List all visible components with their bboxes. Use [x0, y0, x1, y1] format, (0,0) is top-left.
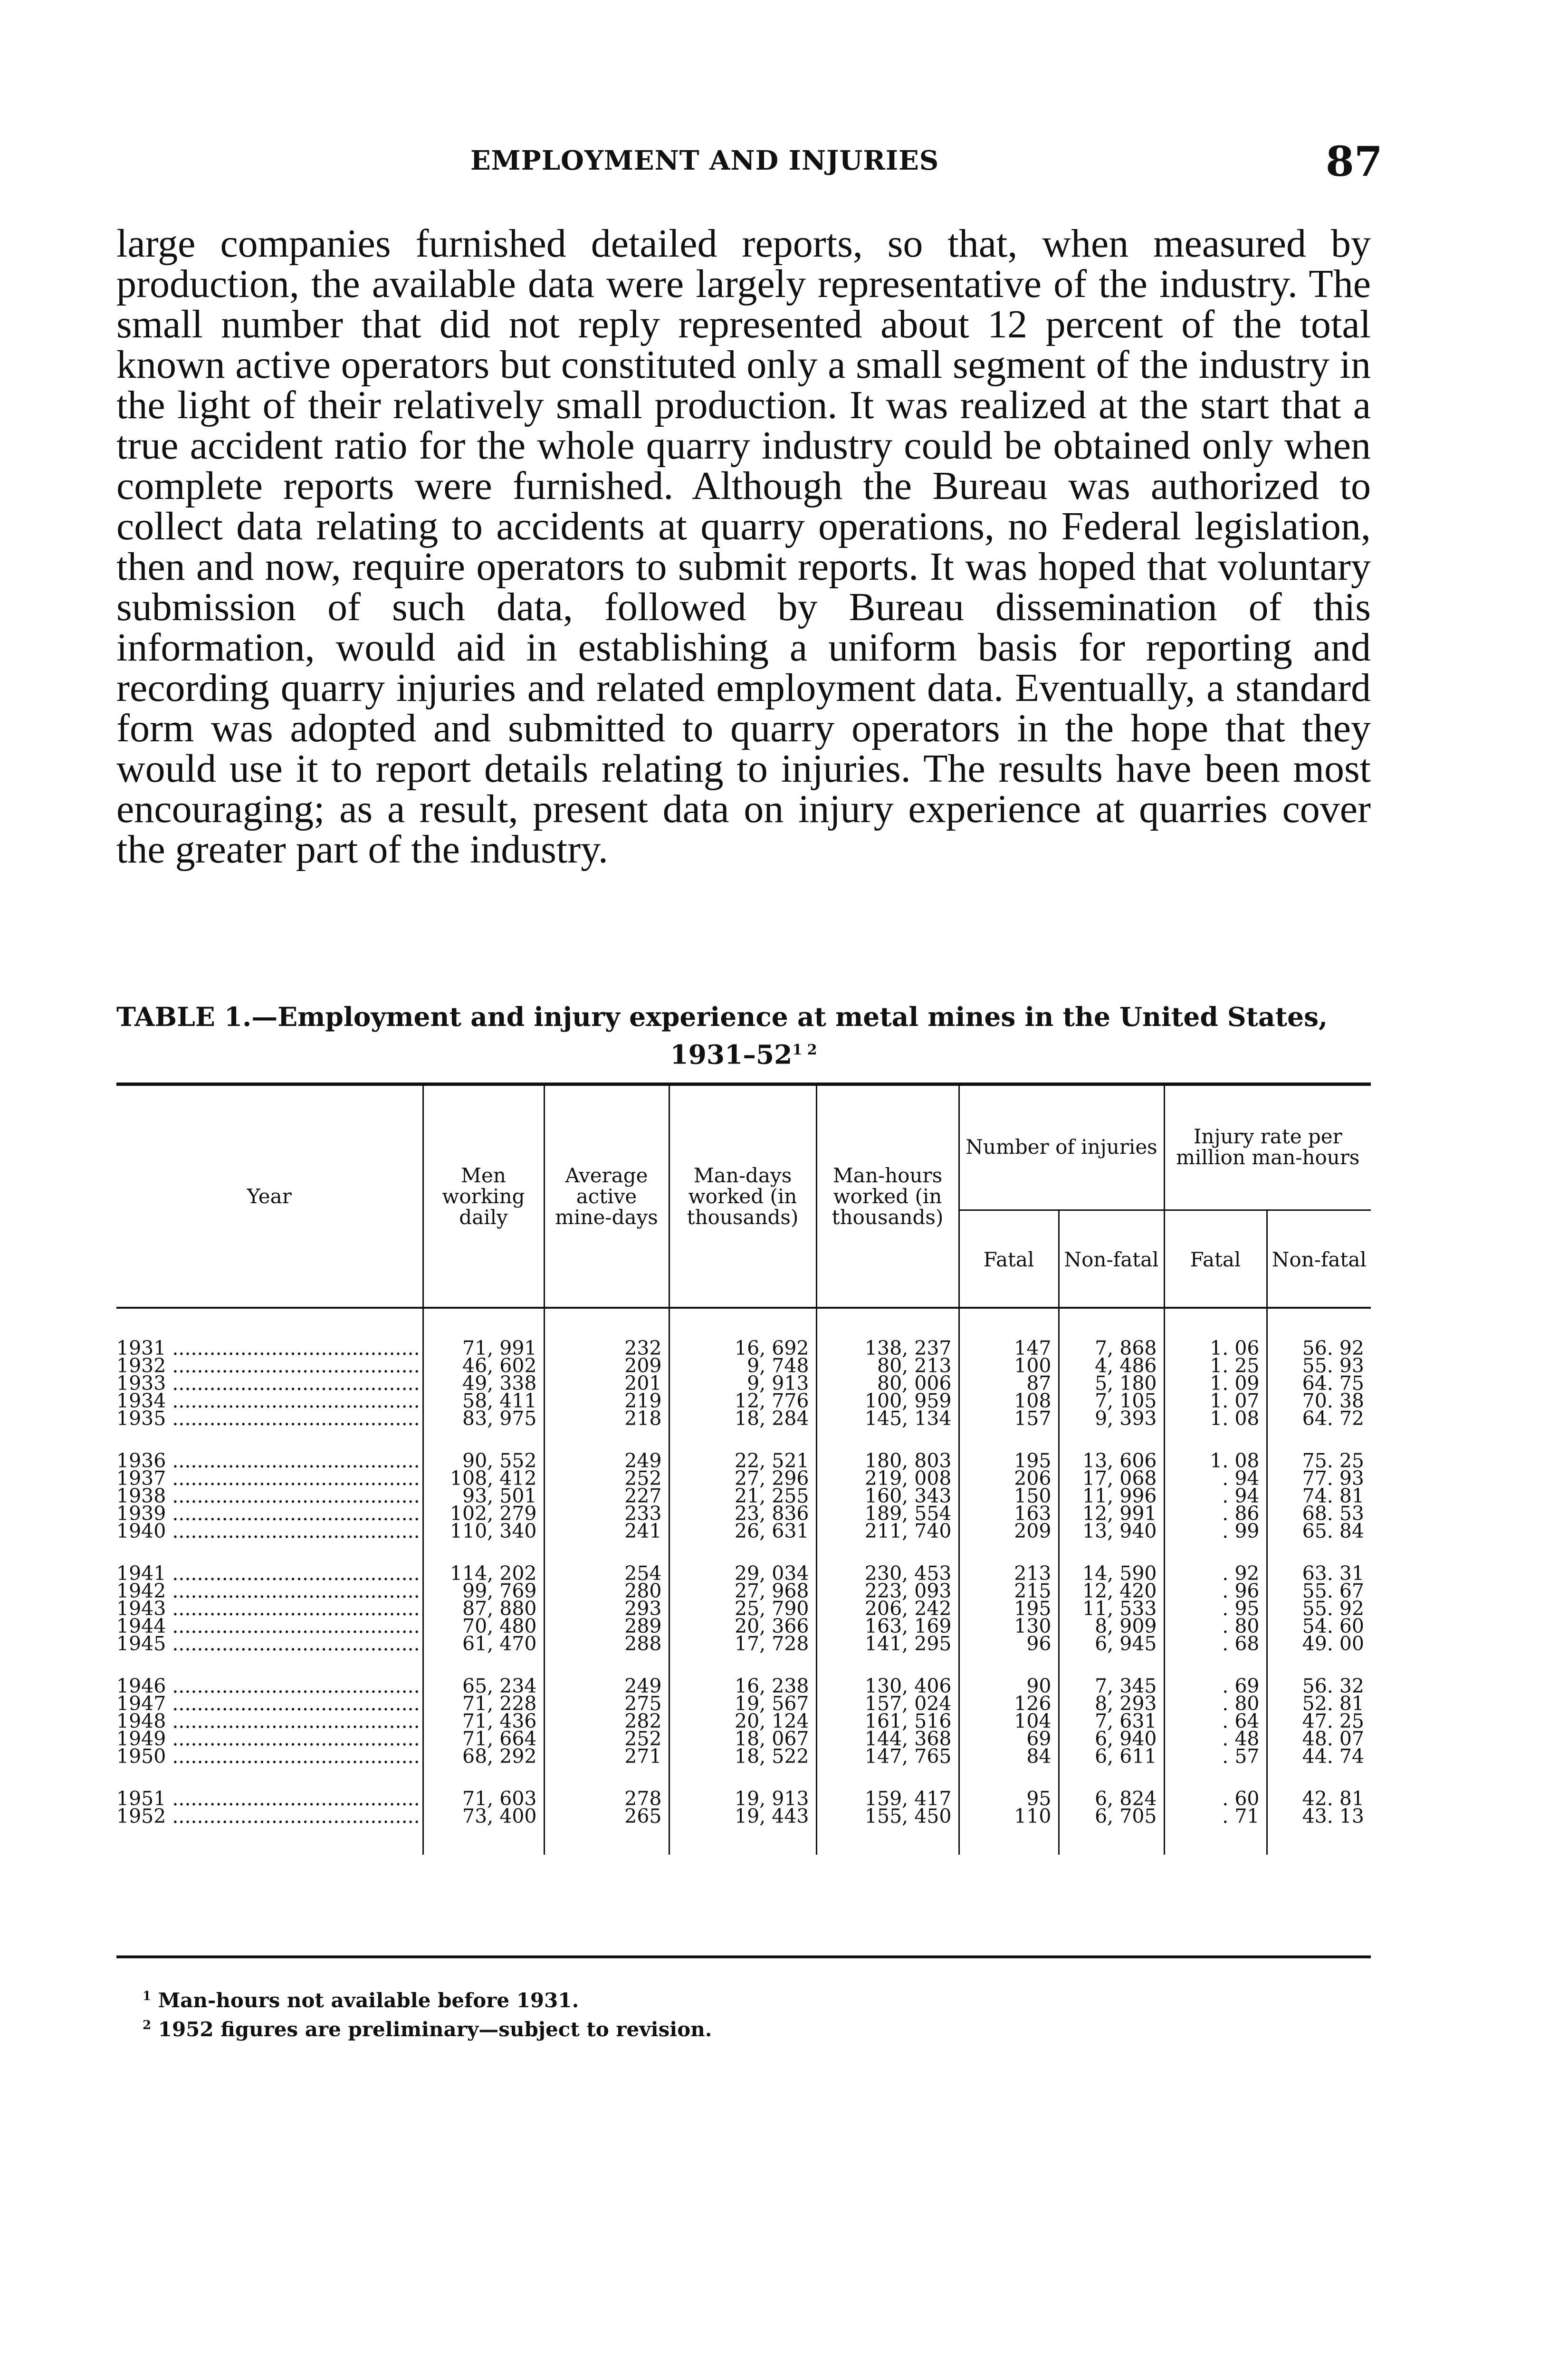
cell-men-working: 65, 234 [423, 1677, 544, 1695]
cell-man-hours: 219, 008 [816, 1470, 959, 1487]
cell-rate-fatal: . 71 [1164, 1808, 1267, 1825]
col-header-men-working: Men working daily [423, 1085, 544, 1308]
cell-man-days: 18, 284 [669, 1410, 816, 1428]
cell-rate-fatal: . 99 [1164, 1523, 1267, 1540]
cell-active-days: 252 [544, 1470, 669, 1487]
cell-year: 1951 ........................................ [116, 1790, 420, 1808]
spacer-cell [1164, 1428, 1267, 1452]
cell-man-days: 29, 034 [669, 1565, 816, 1582]
cell-fatal: 215 [959, 1582, 1059, 1600]
cell-fatal: 100 [959, 1357, 1059, 1375]
cell-man-days: 22, 521 [669, 1452, 816, 1470]
cell-rate-fatal: 1. 08 [1164, 1452, 1267, 1470]
cell-year: 1945 ........................................ [116, 1635, 420, 1653]
cell-rate-fatal: . 48 [1164, 1730, 1267, 1748]
col-header-nonfatal: Non-fatal [1059, 1210, 1164, 1309]
cell-fatal: 213 [959, 1565, 1059, 1582]
cell-fatal: 130 [959, 1618, 1059, 1635]
cell-man-hours: 155, 450 [816, 1808, 959, 1825]
cell-rate-nonfatal: 56. 32 [1267, 1677, 1371, 1695]
cell-rate-fatal: . 80 [1164, 1618, 1267, 1635]
footnote-text: 1952 figures are preliminary—subject to revision. [158, 2018, 712, 2041]
cell-active-days: 249 [544, 1677, 669, 1695]
cell-man-days: 27, 296 [669, 1470, 816, 1487]
cell-nonfatal: 9, 393 [1059, 1410, 1164, 1428]
cell-men-working: 46, 602 [423, 1357, 544, 1375]
spacer-cell [959, 1653, 1059, 1677]
spacer-cell [1267, 1428, 1371, 1452]
cell-year: 1938 ........................................ [116, 1487, 420, 1505]
cell-men-working: 99, 769 [423, 1582, 544, 1600]
cell-nonfatal: 6, 824 [1059, 1790, 1164, 1808]
cell-year: 1932 ........................................ [116, 1357, 420, 1375]
cell-fatal: 90 [959, 1677, 1059, 1695]
spacer-cell [1267, 1653, 1371, 1677]
spacer-cell [816, 1653, 959, 1677]
table-caption [116, 1000, 1371, 1071]
cell-man-hours: 100, 959 [816, 1392, 959, 1410]
spacer-cell [1164, 1653, 1267, 1677]
cell-nonfatal: 12, 991 [1059, 1505, 1164, 1523]
cell-man-hours: 138, 237 [816, 1340, 959, 1357]
cell-active-days: 241 [544, 1523, 669, 1540]
col-group-injury-rate: Injury rate per million man-hours [1164, 1085, 1371, 1210]
cell-rate-nonfatal: 52. 81 [1267, 1695, 1371, 1713]
spacer-cell [116, 1428, 423, 1452]
spacer-cell [1267, 1765, 1371, 1790]
cell-fatal: 206 [959, 1470, 1059, 1487]
cell-man-hours: 157, 024 [816, 1695, 959, 1713]
cell-fatal: 126 [959, 1695, 1059, 1713]
spacer-cell [816, 1428, 959, 1452]
cell-man-days: 21, 255 [669, 1487, 816, 1505]
table-caption-line-2 [116, 1034, 1371, 1071]
cell-nonfatal: 13, 606 [1059, 1452, 1164, 1470]
spacer-cell [959, 1308, 1059, 1340]
cell-nonfatal: 7, 105 [1059, 1392, 1164, 1410]
cell-active-days: 254 [544, 1565, 669, 1582]
cell-man-days: 17, 728 [669, 1635, 816, 1653]
cell-man-hours: 160, 343 [816, 1487, 959, 1505]
cell-active-days: 249 [544, 1452, 669, 1470]
cell-rate-nonfatal: 70. 38 [1267, 1392, 1371, 1410]
cell-man-days: 20, 124 [669, 1713, 816, 1730]
cell-active-days: 232 [544, 1340, 669, 1357]
col-header-man-days: Man-days worked (in thousands) [669, 1085, 816, 1308]
cell-rate-nonfatal: 74. 81 [1267, 1487, 1371, 1505]
cell-rate-fatal: 1. 09 [1164, 1375, 1267, 1392]
cell-fatal: 87 [959, 1375, 1059, 1392]
cell-man-hours: 159, 417 [816, 1790, 959, 1808]
cell-year: 1942 ........................................ [116, 1582, 420, 1600]
cell-fatal: 147 [959, 1340, 1059, 1357]
cell-rate-fatal: . 94 [1164, 1470, 1267, 1487]
cell-nonfatal: 5, 180 [1059, 1375, 1164, 1392]
cell-nonfatal: 11, 996 [1059, 1487, 1164, 1505]
cell-year: 1943 ........................................ [116, 1600, 420, 1618]
cell-man-hours: 141, 295 [816, 1635, 959, 1653]
spacer-cell [1059, 1825, 1164, 1855]
cell-rate-fatal: . 96 [1164, 1582, 1267, 1600]
row-spacer [116, 1540, 1371, 1565]
cell-rate-nonfatal: 43. 13 [1267, 1808, 1371, 1825]
spacer-cell [1059, 1540, 1164, 1565]
cell-fatal: 110 [959, 1808, 1059, 1825]
cell-nonfatal: 6, 611 [1059, 1748, 1164, 1765]
cell-active-days: 271 [544, 1748, 669, 1765]
cell-men-working: 90, 552 [423, 1452, 544, 1470]
cell-man-hours: 147, 765 [816, 1748, 959, 1765]
cell-rate-nonfatal: 42. 81 [1267, 1790, 1371, 1808]
spacer-cell [669, 1308, 816, 1340]
spacer-cell [1164, 1765, 1267, 1790]
cell-man-hours: 80, 006 [816, 1375, 959, 1392]
cell-nonfatal: 6, 705 [1059, 1808, 1164, 1825]
cell-year: 1949 ........................................ [116, 1730, 420, 1748]
cell-men-working: 71, 436 [423, 1713, 544, 1730]
cell-year: 1940 ........................................ [116, 1523, 420, 1540]
cell-active-days: 227 [544, 1487, 669, 1505]
row-spacer [116, 1653, 1371, 1677]
spacer-cell [1059, 1308, 1164, 1340]
cell-year: 1946 ........................................ [116, 1677, 420, 1695]
spacer-cell [1059, 1765, 1164, 1790]
cell-man-days: 25, 790 [669, 1600, 816, 1618]
cell-nonfatal: 13, 940 [1059, 1523, 1164, 1540]
cell-active-days: 218 [544, 1410, 669, 1428]
cell-man-hours: 206, 242 [816, 1600, 959, 1618]
table-body [116, 1308, 1371, 1855]
cell-rate-fatal: . 60 [1164, 1790, 1267, 1808]
col-header-rate-nonfatal: Non-fatal [1267, 1210, 1371, 1309]
cell-men-working: 70, 480 [423, 1618, 544, 1635]
cell-rate-nonfatal: 75. 25 [1267, 1452, 1371, 1470]
cell-men-working: 71, 228 [423, 1695, 544, 1713]
col-header-active-days: Average active mine-days [544, 1085, 669, 1308]
col-header-fatal: Fatal [959, 1210, 1059, 1309]
cell-year: 1937 ........................................ [116, 1470, 420, 1487]
spacer-cell [669, 1653, 816, 1677]
cell-man-hours: 230, 453 [816, 1565, 959, 1582]
cell-men-working: 49, 338 [423, 1375, 544, 1392]
cell-year: 1933 ........................................ [116, 1375, 420, 1392]
cell-men-working: 68, 292 [423, 1748, 544, 1765]
col-header-year: Year [247, 1185, 292, 1208]
cell-rate-nonfatal: 54. 60 [1267, 1618, 1371, 1635]
spacer-cell [816, 1308, 959, 1340]
col-group-number-of-injuries: Number of injuries [959, 1085, 1164, 1210]
cell-rate-nonfatal: 48. 07 [1267, 1730, 1371, 1748]
cell-man-hours: 80, 213 [816, 1357, 959, 1375]
cell-fatal: 195 [959, 1600, 1059, 1618]
cell-rate-nonfatal: 44. 74 [1267, 1748, 1371, 1765]
cell-fatal: 69 [959, 1730, 1059, 1748]
cell-active-days: 219 [544, 1392, 669, 1410]
cell-rate-fatal: . 80 [1164, 1695, 1267, 1713]
spacer-cell [423, 1428, 544, 1452]
cell-active-days: 280 [544, 1582, 669, 1600]
cell-fatal: 163 [959, 1505, 1059, 1523]
cell-men-working: 71, 603 [423, 1790, 544, 1808]
cell-rate-nonfatal: 55. 92 [1267, 1600, 1371, 1618]
cell-fatal: 209 [959, 1523, 1059, 1540]
cell-year: 1935 ........................................ [116, 1410, 420, 1428]
table-row [116, 1635, 1371, 1653]
running-head: EMPLOYMENT AND INJURIES [470, 145, 939, 176]
spacer-cell [544, 1308, 669, 1340]
cell-fatal: 84 [959, 1748, 1059, 1765]
spacer-cell [669, 1765, 816, 1790]
spacer-cell [669, 1825, 816, 1855]
spacer-cell [116, 1765, 423, 1790]
cell-man-days: 27, 968 [669, 1582, 816, 1600]
spacer-cell [1059, 1428, 1164, 1452]
spacer-cell [816, 1540, 959, 1565]
cell-nonfatal: 7, 631 [1059, 1713, 1164, 1730]
cell-year: 1939 ........................................ [116, 1505, 420, 1523]
spacer-cell [959, 1825, 1059, 1855]
spacer-cell [959, 1765, 1059, 1790]
cell-rate-fatal: . 68 [1164, 1635, 1267, 1653]
cell-men-working: 114, 202 [423, 1565, 544, 1582]
cell-year: 1941 ........................................ [116, 1565, 420, 1582]
page-number: 87 [1326, 138, 1383, 186]
spacer-cell [116, 1540, 423, 1565]
table-caption-line-1: TABLE 1.—Employment and injury experience at metal mines in the United States, [116, 1001, 1328, 1032]
cell-active-days: 282 [544, 1713, 669, 1730]
cell-fatal: 150 [959, 1487, 1059, 1505]
table-bottom-rule [116, 1955, 1371, 1958]
spacer-cell [1059, 1653, 1164, 1677]
spacer-cell [423, 1540, 544, 1565]
cell-rate-fatal: 1. 06 [1164, 1340, 1267, 1357]
cell-man-days: 19, 567 [669, 1695, 816, 1713]
spacer-cell [544, 1653, 669, 1677]
cell-rate-fatal: 1. 08 [1164, 1410, 1267, 1428]
cell-man-days: 19, 913 [669, 1790, 816, 1808]
spacer-cell [423, 1765, 544, 1790]
cell-rate-fatal: . 92 [1164, 1565, 1267, 1582]
cell-fatal: 108 [959, 1392, 1059, 1410]
col-header-man-hours: Man-hours worked (in thousands) [816, 1085, 959, 1308]
cell-man-days: 18, 067 [669, 1730, 816, 1748]
cell-rate-nonfatal: 56. 92 [1267, 1340, 1371, 1357]
cell-fatal: 96 [959, 1635, 1059, 1653]
cell-year: 1947 ........................................ [116, 1695, 420, 1713]
cell-rate-fatal: 1. 07 [1164, 1392, 1267, 1410]
cell-man-hours: 211, 740 [816, 1523, 959, 1540]
cell-man-days: 26, 631 [669, 1523, 816, 1540]
row-spacer [116, 1308, 1371, 1340]
cell-man-days: 23, 836 [669, 1505, 816, 1523]
cell-nonfatal: 7, 345 [1059, 1677, 1164, 1695]
cell-year: 1936 ........................................ [116, 1452, 420, 1470]
cell-man-hours: 130, 406 [816, 1677, 959, 1695]
footnote-text: Man-hours not available before 1931. [158, 1989, 579, 2012]
cell-active-days: 233 [544, 1505, 669, 1523]
cell-active-days: 293 [544, 1600, 669, 1618]
cell-rate-nonfatal: 64. 72 [1267, 1410, 1371, 1428]
cell-man-hours: 144, 368 [816, 1730, 959, 1748]
cell-rate-nonfatal: 77. 93 [1267, 1470, 1371, 1487]
cell-rate-fatal: 1. 25 [1164, 1357, 1267, 1375]
spacer-cell [544, 1765, 669, 1790]
cell-nonfatal: 7, 868 [1059, 1340, 1164, 1357]
cell-man-days: 19, 443 [669, 1808, 816, 1825]
spacer-cell [1164, 1825, 1267, 1855]
spacer-cell [423, 1308, 544, 1340]
spacer-cell [1267, 1308, 1371, 1340]
col-header-rate-fatal: Fatal [1164, 1210, 1267, 1309]
table-row [116, 1523, 1371, 1540]
table-row [116, 1340, 1371, 1357]
cell-active-days: 201 [544, 1375, 669, 1392]
spacer-cell [544, 1540, 669, 1565]
cell-nonfatal: 8, 909 [1059, 1618, 1164, 1635]
cell-nonfatal: 12, 420 [1059, 1582, 1164, 1600]
cell-men-working: 73, 400 [423, 1808, 544, 1825]
table-caption-years: 1931–52 [670, 1039, 793, 1070]
cell-men-working: 110, 340 [423, 1523, 544, 1540]
spacer-cell [959, 1540, 1059, 1565]
table-caption-footnote-refs: 1 2 [792, 1042, 817, 1058]
cell-man-hours: 145, 134 [816, 1410, 959, 1428]
table-row [116, 1410, 1371, 1428]
cell-nonfatal: 17, 068 [1059, 1470, 1164, 1487]
table-row [116, 1748, 1371, 1765]
footnote-mark: 1 [143, 1989, 152, 2003]
cell-nonfatal: 14, 590 [1059, 1565, 1164, 1582]
cell-rate-fatal: . 57 [1164, 1748, 1267, 1765]
spacer-cell [1267, 1540, 1371, 1565]
cell-men-working: 93, 501 [423, 1487, 544, 1505]
table-row [116, 1808, 1371, 1825]
row-spacer [116, 1825, 1371, 1855]
cell-men-working: 102, 279 [423, 1505, 544, 1523]
cell-active-days: 278 [544, 1790, 669, 1808]
cell-man-days: 9, 913 [669, 1375, 816, 1392]
spacer-cell [669, 1540, 816, 1565]
cell-man-hours: 180, 803 [816, 1452, 959, 1470]
cell-men-working: 71, 664 [423, 1730, 544, 1748]
spacer-cell [959, 1428, 1059, 1452]
cell-rate-fatal: . 86 [1164, 1505, 1267, 1523]
cell-man-hours: 161, 516 [816, 1713, 959, 1730]
row-spacer [116, 1428, 1371, 1452]
cell-man-days: 9, 748 [669, 1357, 816, 1375]
cell-man-days: 16, 238 [669, 1677, 816, 1695]
spacer-cell [544, 1825, 669, 1855]
cell-men-working: 61, 470 [423, 1635, 544, 1653]
body-paragraph: large companies furnished detailed reports, so that, when measured by production, the available data were largely representative of the industry. The small number that did not reply represented about 12 percent of the total known active operators but constituted only a small segment of the industry in the light of their relatively small production. It was realized at the start that a true accident ratio for the whole quarry industry could be obtained only when complete reports were furnished. Although the Bureau was authorized to collect data relating to accidents at quarry operations, no Federal legislation, then and now, require operators to submit reports. It was hoped that voluntary submission of such data, followed by Bureau dissemination of this information, would aid in establishing a uniform basis for reporting and recording quarry injuries and related employment data. Eventually, a standard form was adopted and submitted to quarry operators in the hope that they would use it to report details relating to injuries. The results have been most encouraging; as a result, present data on injury experience at quarries cover the greater part of the industry. [116, 221, 1371, 872]
spacer-cell [1164, 1308, 1267, 1340]
cell-man-days: 18, 522 [669, 1748, 816, 1765]
cell-rate-nonfatal: 55. 93 [1267, 1357, 1371, 1375]
cell-active-days: 252 [544, 1730, 669, 1748]
cell-nonfatal: 11, 533 [1059, 1600, 1164, 1618]
cell-year: 1948 ........................................ [116, 1713, 420, 1730]
cell-year: 1952 ........................................ [116, 1808, 420, 1825]
cell-fatal: 195 [959, 1452, 1059, 1470]
cell-man-hours: 189, 554 [816, 1505, 959, 1523]
cell-man-hours: 163, 169 [816, 1618, 959, 1635]
spacer-cell [816, 1825, 959, 1855]
cell-active-days: 289 [544, 1618, 669, 1635]
cell-man-days: 16, 692 [669, 1340, 816, 1357]
spacer-cell [116, 1308, 423, 1340]
cell-men-working: 58, 411 [423, 1392, 544, 1410]
cell-man-days: 20, 366 [669, 1618, 816, 1635]
cell-rate-nonfatal: 49. 00 [1267, 1635, 1371, 1653]
cell-year: 1950 ........................................ [116, 1748, 420, 1765]
cell-year: 1934 ........................................ [116, 1392, 420, 1410]
table-row [116, 1357, 1371, 1375]
cell-rate-nonfatal: 55. 67 [1267, 1582, 1371, 1600]
cell-nonfatal: 4, 486 [1059, 1357, 1164, 1375]
cell-fatal: 95 [959, 1790, 1059, 1808]
cell-man-days: 12, 776 [669, 1392, 816, 1410]
cell-rate-nonfatal: 68. 53 [1267, 1505, 1371, 1523]
cell-year: 1931 ........................................ [116, 1340, 420, 1357]
footnotes [143, 1984, 712, 2042]
spacer-cell [423, 1825, 544, 1855]
cell-active-days: 288 [544, 1635, 669, 1653]
cell-fatal: 157 [959, 1410, 1059, 1428]
cell-rate-nonfatal: 47. 25 [1267, 1713, 1371, 1730]
spacer-cell [116, 1825, 423, 1855]
spacer-cell [1164, 1540, 1267, 1565]
cell-rate-fatal: . 94 [1164, 1487, 1267, 1505]
cell-nonfatal: 6, 945 [1059, 1635, 1164, 1653]
cell-man-hours: 223, 093 [816, 1582, 959, 1600]
footnote-mark: 2 [143, 2018, 152, 2032]
cell-active-days: 275 [544, 1695, 669, 1713]
spacer-cell [816, 1765, 959, 1790]
footnote [143, 1984, 712, 2013]
cell-men-working: 108, 412 [423, 1470, 544, 1487]
cell-men-working: 71, 991 [423, 1340, 544, 1357]
cell-rate-fatal: . 64 [1164, 1713, 1267, 1730]
cell-rate-fatal: . 69 [1164, 1677, 1267, 1695]
spacer-cell [544, 1428, 669, 1452]
cell-rate-fatal: . 95 [1164, 1600, 1267, 1618]
cell-active-days: 209 [544, 1357, 669, 1375]
row-spacer [116, 1765, 1371, 1790]
cell-nonfatal: 6, 940 [1059, 1730, 1164, 1748]
spacer-cell [669, 1428, 816, 1452]
footnote [143, 2013, 712, 2042]
spacer-cell [116, 1653, 423, 1677]
cell-men-working: 83, 975 [423, 1410, 544, 1428]
cell-rate-nonfatal: 64. 75 [1267, 1375, 1371, 1392]
spacer-cell [423, 1653, 544, 1677]
spacer-cell [1267, 1825, 1371, 1855]
injury-table [116, 1085, 1371, 1855]
cell-nonfatal: 8, 293 [1059, 1695, 1164, 1713]
cell-year: 1944 ........................................ [116, 1618, 420, 1635]
cell-rate-nonfatal: 65. 84 [1267, 1523, 1371, 1540]
cell-rate-nonfatal: 63. 31 [1267, 1565, 1371, 1582]
cell-active-days: 265 [544, 1808, 669, 1825]
cell-men-working: 87, 880 [423, 1600, 544, 1618]
cell-fatal: 104 [959, 1713, 1059, 1730]
